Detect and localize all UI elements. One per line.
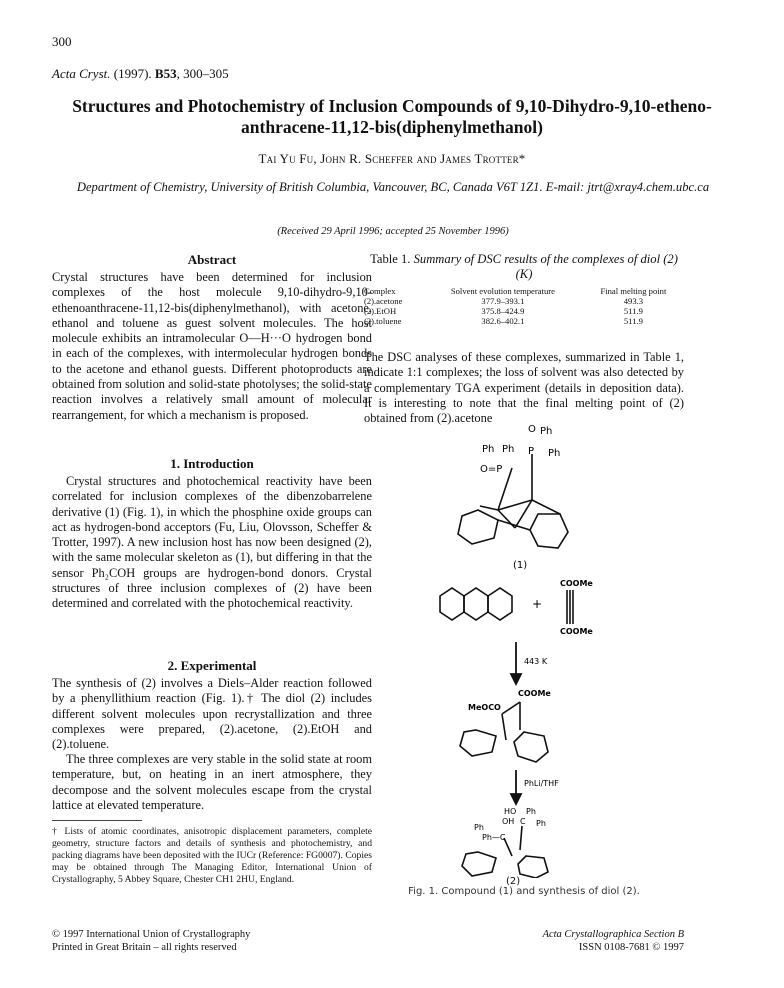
oxygen-label: O [528,424,536,435]
phosphine-oxide-label: O=P [480,464,503,475]
bond [480,506,498,510]
ester-label: COOMe [560,579,593,588]
abstract-text: Crystal structures have been determined for inclusion complexes of the host molecule 9,10-dihydro-9,10-ethenoanthracene-11,12-bis(diphenylmethanol), with acetone, ethanol and toluene as guest solvent molecules. The host molecule exhibits an intramolecular O—H···O hydrogen bond in each of the complexes, with intermolecular hydrogen bonds to the acetone and ethanol guests. Different photoproducts are obtained from solution and solid-state photolyses; the solid-state reaction involves a relatively small amount of molecular rearrangement, for which a mechanism is proposed. [52,270,372,422]
benzene-ring [530,514,568,548]
anthracene-ring [488,588,512,620]
table-cell: (2).acetone [364,296,403,306]
journal-year: (1997). [113,66,152,81]
table-cell: (2).toluene [364,316,402,326]
introduction-text: Crystal structures and photochemical reactivity have been correlated for inclusion complexes of the dibenzobarrelene derivative (1) (Fig. 1), in which the phosphine oxide groups can act as hydrogen-bond acceptors (Fu, Liu, Olovsson, Scheffer & Trotter, 1997). A new inclusion host has now been designed (2), with the same molecular skeleton as (1), but differing in that the sensor Ph₂COH groups are hydrogen-bond donors. Crystal structures of three inclusion complexes of (2) have been determined and correlated with the photochemical reactivity. [52,474,372,611]
bond [504,838,512,856]
phosphorus-label: P [528,446,535,457]
table-header: Solvent evolution temperature [450,286,555,296]
journal-volume: B53 [154,66,177,81]
compound-2-label: (2) [506,876,521,887]
phenyl-label: Ph [536,819,546,828]
bond [532,500,560,514]
benzene-ring [462,852,496,876]
figure-1-scheme [420,418,620,878]
benzene-ring [514,732,548,762]
bond [502,702,520,714]
table-row [364,296,684,306]
experimental-heading: 2. Experimental [167,658,257,673]
compound-1-label: (1) [513,560,528,571]
phenyl-label: Ph [540,426,553,437]
compound-1-structure [458,454,568,548]
anthracene-ring [464,588,488,620]
table-header-row [364,286,684,296]
journal-section-text: Acta Crystallographica Section B [542,929,684,940]
received-dates: (Received 29 April 1996; accepted 25 November 1996) [277,226,509,237]
experimental-para2: The three complexes are very stable in the solid state at room temperature, but, on heating in an inert atmosphere, they decompose and the solvent molecules escape from the crystal lattice at elevated temperature. [52,752,372,812]
ester-label: MeOCO [468,703,501,712]
footer-right [540,928,684,954]
hydroxyl-label: HO [504,807,517,816]
bond [520,826,522,850]
table1-label: Table 1. [370,252,411,266]
phenyl-label: Ph [474,823,484,832]
introduction-heading: 1. Introduction [170,456,254,471]
benzene-ring [460,730,496,756]
journal-name: Acta Cryst. [52,66,111,81]
dmad-structure [567,590,573,624]
carbinol-label: Ph—C [482,833,506,842]
affiliation: Department of Chemistry, University of British Columbia, Vancouver, BC, Canada V6T 1Z1. E-mail: jtrt@xray4.chem.ubc.ca [76,180,710,194]
table-cell: 511.9 [623,316,643,326]
table-header: Final melting point [600,286,667,296]
arrow-head [511,794,521,804]
table1-caption [364,252,684,282]
table-cell: 377.9–393.1 [481,296,525,306]
benzene-ring [458,510,498,544]
ester-label: COOMe [560,627,593,636]
table-cell: 382.6–402.1 [481,316,525,326]
condition-label: 443 K [524,657,548,666]
reaction-arrow [511,642,521,684]
arrow-head [511,674,521,684]
bond [498,520,530,530]
anthracene-ring [440,588,464,620]
table-row [364,316,684,326]
phenyl-label: Ph [526,807,536,816]
journal-citation [52,66,229,82]
issn-line: ISSN 0108-7681 © 1997 [578,942,684,953]
condition-label: PhLi/THF [524,779,559,788]
table-cell: 493.3 [623,296,644,306]
table-cell: 375.8–424.9 [481,306,525,316]
anthracene-structure [440,588,512,620]
footer-left [52,928,250,954]
figure-1-caption: Fig. 1. Compound (1) and synthesis of diol (2). [408,886,640,897]
table-cell: 511.9 [623,306,643,316]
benzene-ring [518,856,548,878]
plus-sign: + [532,597,543,611]
dsc-table [364,286,684,326]
footnote: † Lists of atomic coordinates, anisotropic displacement parameters, complete geometry, structure factors and details of synthesis and photochemistry, and packing diagrams have been deposited with the IUCr (Reference: FG0007). Copies may be obtained through The Managing Editor, International Union of Crystallography, 5 Abbey Square, Chester CH1 2HU, England. [52,826,372,885]
table1-caption-text: Summary of DSC results of the complexes of diol (2) (K) [413,252,678,281]
table-cell: (2).EtOH [364,306,397,316]
copyright-line: © 1997 International Union of Crystallography [52,929,251,940]
journal-pages: , 300–305 [176,66,229,81]
bond [502,714,506,740]
ester-label: COOMe [518,689,551,698]
hydroxyl-label: OH [502,817,515,826]
dsc-paragraph: The DSC analyses of these complexes, summarized in Table 1, indicate 1:1 complexes; the loss of solvent was also detected by a complementary TGA experiment (details in deposition data). It is interesting to note that the final melting point of (2) obtained from (2).acetone [364,350,684,426]
phenyl-label: Ph [482,444,495,455]
printed-line: Printed in Great Britain – all rights reserved [52,942,237,953]
table-row [364,306,684,316]
phenyl-label: Ph [502,444,515,455]
page-number: 300 [52,34,72,49]
carbon-label: C [520,817,526,826]
phenyl-label: Ph [548,448,561,459]
author-list: Tai Yu Fu, John R. Scheffer and James Trotter* [258,151,526,166]
experimental-para1: The synthesis of (2) involves a Diels–Alder reaction followed by a phenyllithium reaction (Fig. 1).† The diol (2) includes different solvent molecules upon recrystallization and three complexes were prepared, (2).acetone, (2).EtOH and (2).toluene. [52,676,372,752]
footnote-rule [52,820,142,821]
article-title: Structures and Photochemistry of Inclusion Compounds of 9,10-Dihydro-9,10-etheno-anthracene-11,12-bis(diphenylmethanol) [72,96,712,137]
journal-section [540,928,684,941]
table-header: Complex [364,286,396,296]
abstract-heading: Abstract [187,252,237,267]
reaction-arrow [511,770,521,804]
